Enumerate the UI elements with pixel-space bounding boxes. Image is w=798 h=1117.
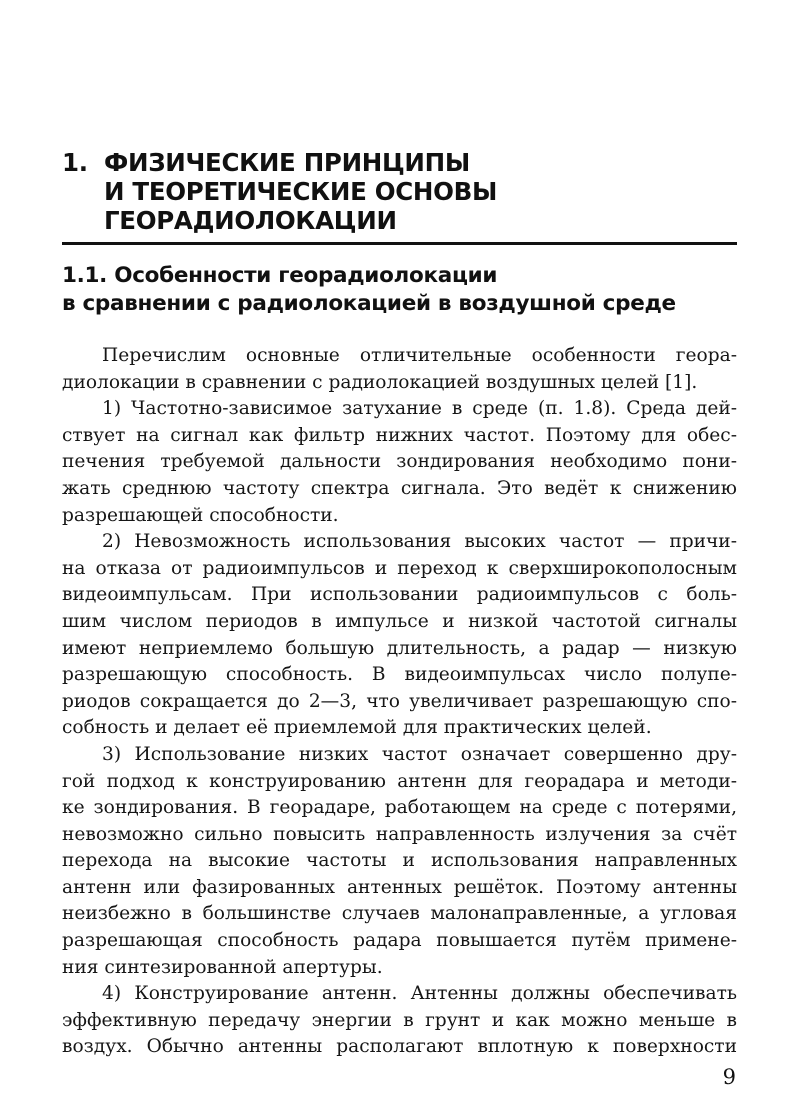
text-line: 3) Использование низких частот означает совершенно дру- bbox=[102, 743, 737, 765]
text-line: неизбежно в большинстве случаев малонаправленные, а угловая bbox=[62, 903, 737, 925]
chapter-number: 1. bbox=[62, 148, 88, 177]
text-line: перехода на высокие частоты и использования направленных bbox=[62, 850, 737, 872]
section-title-line: в сравнении с радиолокацией в воздушной среде bbox=[62, 291, 676, 316]
text-line: разрешающую способность. В видеоимпульсах число полупе- bbox=[62, 664, 737, 686]
text-line: разрешающей способности. bbox=[62, 504, 339, 526]
text-line: риодов сокращается до 2—3, что увеличивает разрешающую спо- bbox=[62, 690, 737, 712]
text-line: разрешающая способность радара повышается путём примене- bbox=[62, 930, 737, 952]
page-number: 9 bbox=[722, 1065, 736, 1089]
text-line: Перечислим основные отличительные особенности геора- bbox=[102, 345, 737, 366]
text-line: имеют неприемлемо большую длительность, а радар — низкую bbox=[62, 637, 737, 659]
chapter-divider bbox=[62, 242, 737, 245]
text-line: антенн или фазированных антенных решёток. Поэтому антенны bbox=[62, 876, 737, 898]
text-line: 1) Частотно-зависимое затухание в среде (п. 1.8). Среда дей- bbox=[102, 398, 737, 420]
chapter-heading bbox=[62, 148, 742, 235]
chapter-title bbox=[104, 148, 497, 235]
text-line: 4) Конструирование антенн. Антенны должны обеспечивать bbox=[102, 983, 737, 1005]
text-line: на отказа от радиоимпульсов и переход к сверхширокополосным bbox=[62, 557, 737, 579]
text-line: диолокации в сравнении с радиолокацией воздушных целей [1]. bbox=[62, 371, 698, 393]
section-title-line: 1.1. Особенности георадиолокации bbox=[62, 263, 498, 288]
chapter-title-line: ГЕОРАДИОЛОКАЦИИ bbox=[104, 206, 397, 235]
text-line: ния синтезированной апертуры. bbox=[62, 956, 383, 978]
chapter-title-line: ФИЗИЧЕСКИЕ ПРИНЦИПЫ bbox=[104, 148, 470, 177]
text-line: гой подход к конструированию антенн для георадара и методи- bbox=[62, 770, 737, 792]
section-heading bbox=[62, 262, 752, 318]
text-line: жать среднюю частоту спектра сигнала. Это ведёт к снижению bbox=[62, 477, 737, 499]
text-line: ке зондирования. В георадаре, работающем на среде с потерями, bbox=[62, 797, 737, 819]
text-line: эффективную передачу энергии в грунт и как можно меньше в bbox=[62, 1009, 737, 1031]
text-line: невозможно сильно повысить направленность излучения за счёт bbox=[62, 823, 737, 845]
chapter-title-line: И ТЕОРЕТИЧЕСКИЕ ОСНОВЫ bbox=[104, 177, 498, 206]
text-line: видеоимпульсам. При использовании радиоимпульсов с боль- bbox=[62, 584, 737, 606]
body-text bbox=[62, 343, 737, 1061]
text-line: воздух. Обычно антенны располагают вплотную к поверхности bbox=[62, 1036, 737, 1058]
text-line: 2) Невозможность использования высоких частот — причи- bbox=[102, 531, 737, 553]
text-line: шим числом периодов в импульсе и низкой частотой сигналы bbox=[62, 610, 737, 632]
text-line: ствует на сигнал как фильтр нижних частот. Поэтому для обес- bbox=[62, 424, 737, 446]
text-line: печения требуемой дальности зондирования необходимо пони- bbox=[62, 451, 737, 473]
text-line: собность и делает её приемлемой для практических целей. bbox=[62, 717, 652, 739]
